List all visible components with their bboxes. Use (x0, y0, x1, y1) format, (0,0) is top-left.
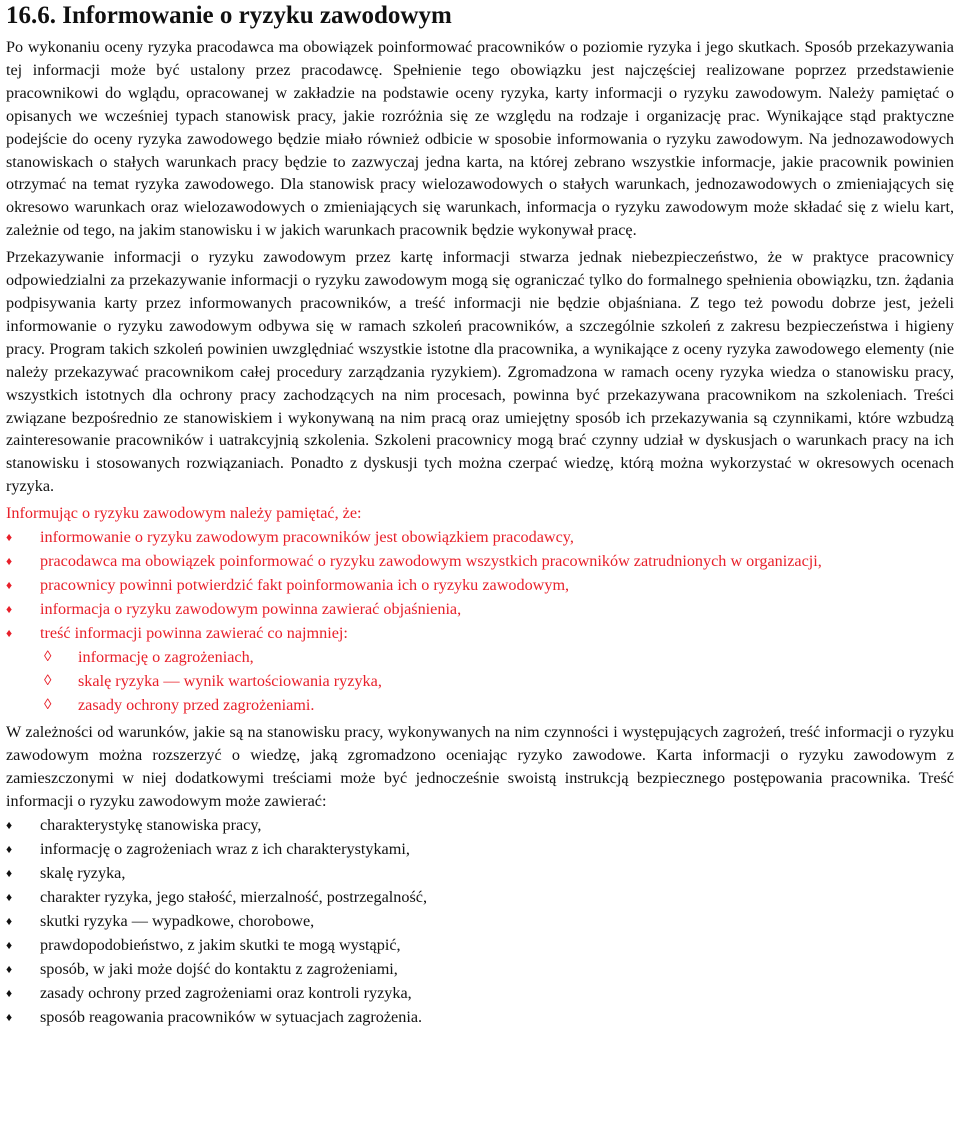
diamond-bullet-icon: ♦ (6, 578, 13, 593)
section-heading: 16.6. Informowanie o ryzyku zawodowym (6, 2, 452, 29)
diamond-bullet-icon: ♦ (6, 554, 13, 569)
list-item: ♦ prawdopodobieństwo, z jakim skutki te mogą wystąpić, (6, 933, 954, 957)
list-item: ♦ treść informacji powinna zawierać co najmniej: (6, 621, 954, 645)
list-item: ♦ skutki ryzyka — wypadkowe, chorobowe, (6, 909, 954, 933)
diamond-bullet-icon: ♦ (6, 841, 13, 856)
diamond-bullet-icon: ♦ (6, 602, 13, 617)
list-item: ♦ charakterystykę stanowiska pracy, (6, 813, 954, 837)
content-list (6, 813, 954, 1029)
paragraph-2: Przekazywanie informacji o ryzyku zawodowym przez kartę informacji stwarza jednak niebezpieczeństwo, że w praktyce pracownicy odpowiedzialni za przekazywanie informacji o ryzyku zawodowym mogą się ograniczać tylko do formalnego spełnienia obowiązku, tzn. żądania podpisywania karty przez informowanych pracowników, a treść informacji nie będzie objaśniana. Z tego też powodu dobrze jest, jeżeli informowanie o ryzyku zawodowym odbywa się w ramach szkoleń pracowników, a szczególnie szkoleń z zakresu bezpieczeństwa i higieny pracy. Program takich szkoleń powinien uwzględniać wszystkie istotne dla pracownika, a wynikające z oceny ryzyka zawodowego elementy (nie należy przekazywać pracownikom całej procedury zarządzania ryzykiem). Zgromadzona w ramach oceny ryzyka wiedza o stanowisku pracy, wszystkich istotnych dla ochrony pracy zachodzących na nim procesach, powinna być przekazywana pracownikom na szkoleniach. Treści związane bezpośrednio ze stanowiskiem i wykonywaną na nim pracą oraz umiejętny sposób ich przekazywania są czynnikami, które wzbudzą zainteresowanie pracowników i uatrakcyjnią szkolenia. Szkoleni pracownicy mogą brać czynny udział w dyskusjach o warunkach pracy na ich stanowisku i stosowanych rozwiązaniach. Ponadto z dyskusji tych można czerpać wiedzę, którą można wykorzystać w okresowych ocenach ryzyka. (6, 248, 954, 496)
diamond-bullet-icon: ♦ (6, 913, 13, 928)
list-item: ♦ charakter ryzyka, jego stałość, mierzalność, postrzegalność, (6, 885, 954, 909)
red-list (6, 525, 954, 645)
diamond-bullet-icon: ♦ (6, 865, 13, 880)
list-item: ♦ pracodawca ma obowiązek poinformować o ryzyku zawodowym wszystkich pracowników zatrudnionych w organizacji, (6, 549, 954, 573)
hollow-diamond-bullet-icon: ◊ (44, 673, 52, 690)
diamond-bullet-icon: ♦ (6, 961, 13, 976)
diamond-bullet-icon: ♦ (6, 626, 13, 641)
list-item: ♦ skalę ryzyka, (6, 861, 954, 885)
list-item: ♦ sposób, w jaki może dojść do kontaktu z zagrożeniami, (6, 957, 954, 981)
paragraph-1: Po wykonaniu oceny ryzyka pracodawca ma obowiązek poinformować pracowników o poziomie ryzyka i jego skutkach. Sposób przekazywania tej informacji może być ustalony przez pracodawcę. Spełnienie tego obowiązku jest najczęściej realizowane poprzez przedstawienie pracownikowi do wglądu, opracowanej w zakładzie na podstawie oceny ryzyka, karty informacji o ryzyku zawodowym. Należy pamiętać o opisanych we wcześniej typach stanowisk pracy, jakie rozróżnia się ze względu na rodzaje i organizację prac. Wynikające stąd praktyczne podejście do oceny ryzyka zawodowego będzie miało również odbicie w sposobie informowania o ryzyku zawodowym. Na jednozawodowych stanowiskach o stałych warunkach pracy będzie to zazwyczaj jedna karta, na której zebrano wszystkie informacje, jakie pracownik powinien otrzymać na temat ryzyka zawodowego. Dla stanowisk pracy wielozawodowych o stałych warunkach, jednozawodowych o zmieniających się okresowo warunkach oraz wielozawodowych o zmieniających się warunkach, informacja o ryzyku zawodowym może składać się z wielu kart, zależnie od tego, na jakim stanowisku i w jakich warunkach pracownik będzie wykonywał pracę. (6, 38, 954, 240)
red-intro: Informując o ryzyku zawodowym należy pamiętać, że: (6, 504, 362, 523)
list-item: ♦ zasady ochrony przed zagrożeniami oraz kontroli ryzyka, (6, 981, 954, 1005)
diamond-bullet-icon: ♦ (6, 889, 13, 904)
diamond-bullet-icon: ♦ (6, 937, 13, 952)
sublist-item: ◊ zasady ochrony przed zagrożeniami. (6, 693, 954, 717)
diamond-bullet-icon: ♦ (6, 1009, 13, 1024)
diamond-bullet-icon: ♦ (6, 530, 13, 545)
paragraph-3: W zależności od warunków, jakie są na stanowisku pracy, wykonywanych na nim czynności i występujących zagrożeń, treść informacji o ryzyku zawodowym można rozszerzyć o wiedzę, jaką zgromadzono oceniając ryzyko zawodowe. Karta informacji o ryzyku zawodowym z zamieszczonymi w niej dodatkowymi treściami może być jednocześnie swoistą instrukcją bezpiecznego postępowania pracownika. Treść informacji o ryzyku zawodowym może zawierać: (6, 723, 954, 810)
list-item: ♦ sposób reagowania pracowników w sytuacjach zagrożenia. (6, 1005, 954, 1029)
diamond-bullet-icon: ♦ (6, 985, 13, 1000)
list-item: ♦ pracownicy powinni potwierdzić fakt poinformowania ich o ryzyku zawodowym, (6, 573, 954, 597)
hollow-diamond-bullet-icon: ◊ (44, 649, 52, 666)
hollow-diamond-bullet-icon: ◊ (44, 697, 52, 714)
sublist-item: ◊ informację o zagrożeniach, (6, 645, 954, 669)
list-item: ♦ informacja o ryzyku zawodowym powinna zawierać objaśnienia, (6, 597, 954, 621)
red-sublist (6, 645, 954, 717)
diamond-bullet-icon: ♦ (6, 817, 13, 832)
list-item: ♦ informowanie o ryzyku zawodowym pracowników jest obowiązkiem pracodawcy, (6, 525, 954, 549)
sublist-item: ◊ skalę ryzyka — wynik wartościowania ryzyka, (6, 669, 954, 693)
list-item: ♦ informację o zagrożeniach wraz z ich charakterystykami, (6, 837, 954, 861)
